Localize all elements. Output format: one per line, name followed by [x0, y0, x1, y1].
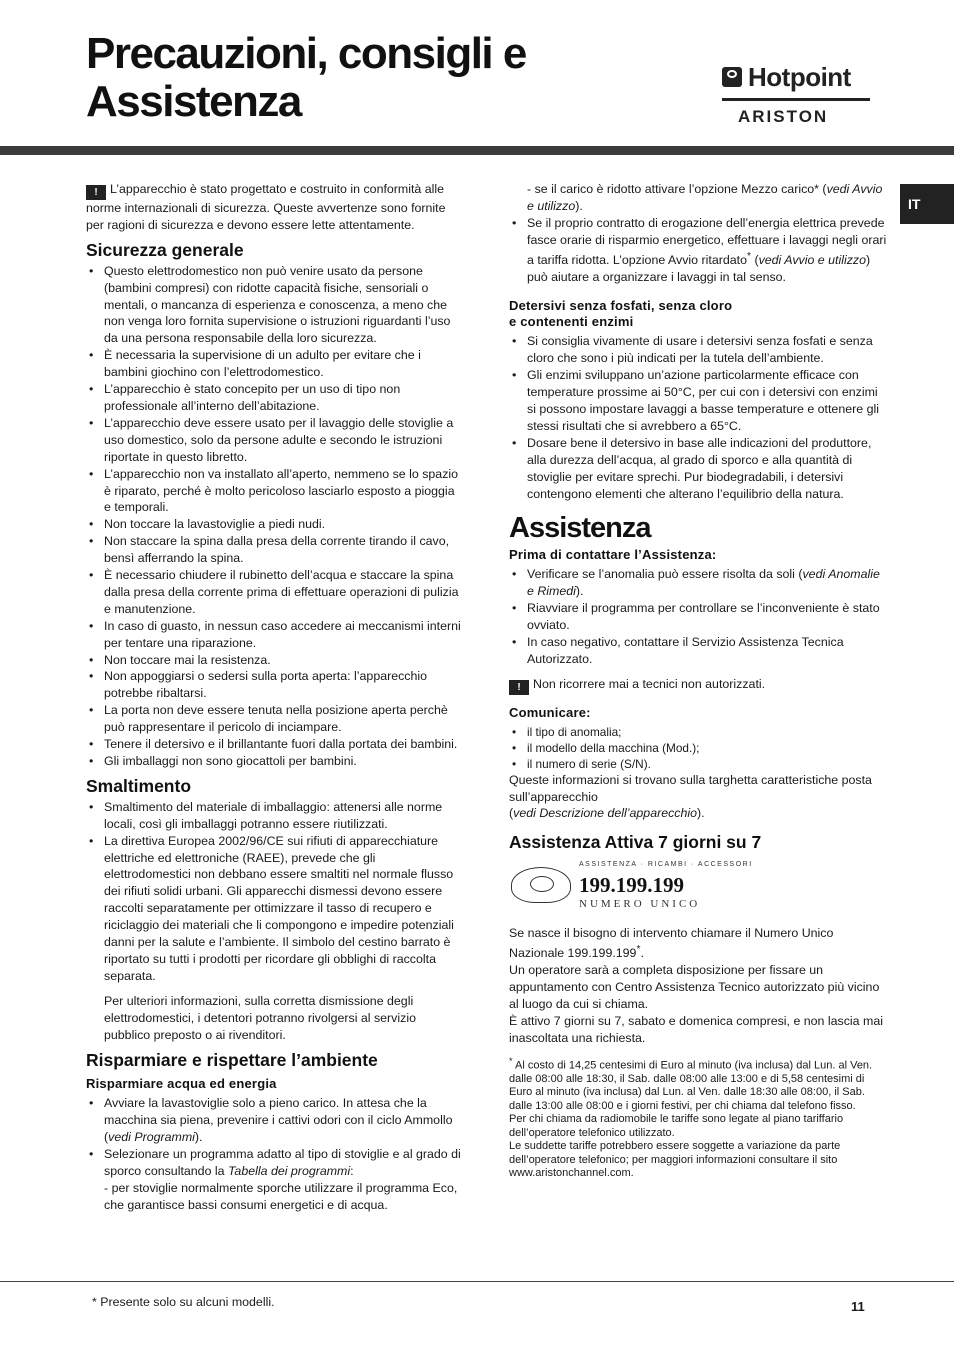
cross-reference: vedi Programmi — [108, 1130, 195, 1145]
list-item: • Gli enzimi sviluppano un’azione particolarmente efficace con temperature prossime ai 50°C, per cui con i detersivi con enzimi si possono impostare lavaggi a basse temperature e ottenere gli stessi risultati che si avrebbero a 65°C. — [509, 367, 887, 435]
active-heading: Assistenza Attiva 7 giorni su 7 — [509, 832, 762, 853]
list-item: • È necessaria la supervisione di un adulto per evitare che i bambini giochino con l’elettrodomestico. — [86, 347, 464, 381]
disposal-heading: Smaltimento — [86, 775, 192, 796]
brand-divider — [722, 98, 870, 101]
list-item: • Riavviare il programma per controllare se l’inconveniente è stato ovviato. — [509, 600, 887, 634]
list-item: • il numero di serie (S/N). — [509, 756, 887, 772]
phone-banner — [511, 857, 887, 913]
cross-reference: vedi Avvio e utilizzo — [527, 182, 883, 213]
before-list — [509, 566, 887, 667]
list-item: • In caso negativo, contattare il Servizio Assistenza Tecnica Autorizzato. — [509, 634, 887, 668]
page-number: 11 — [851, 1299, 865, 1314]
list-item: • Non appoggiarsi o sedersi sulla porta aperta: l’apparecchio potrebbe ribaltarsi. — [86, 668, 464, 702]
intro-paragraph: ! L’apparecchio è stato progettato e costruito in conformità alle norme internazionali di sicurezza. Queste avvertenze sono fornite per ragioni di sicurezza e devono essere lette attentamente. — [86, 182, 446, 232]
list-item: • Non staccare la spina dalla presa della corrente tirando il cavo, bensì afferrando la spina. — [86, 533, 464, 567]
list-item: • Se il proprio contratto di erogazione dell’energia elettrica prevede fasce orarie di risparmio energetico, effettuare i lavaggi negli orari a tariffa ridotta. L’opzione Avvio ritardato* (vedi Avvio e utilizzo) può aiutare a organizzare i lavaggi in tal senso. — [509, 215, 887, 286]
hotpoint-logo-icon — [722, 67, 742, 87]
list-item: • Avviare la lavastoviglie solo a pieno carico. In attesa che la macchina sia piena, prevenire i cattivi odori con il ciclo Ammollo (vedi Programmi). — [86, 1095, 464, 1146]
list-item: • L’apparecchio deve essere usato per il lavaggio delle stoviglie a uso domestico, solo da persone adulte e secondo le istruzioni riportate in questo libretto. — [86, 415, 464, 466]
brand-logo — [722, 58, 870, 127]
tariff-fine-print: * Al costo di 14,25 centesimi di Euro al minuto (iva inclusa) dal Lun. al Ven. dalle 08:00 alle 18:30, il Sab. dalle 08:00 alle 13:00 e di 5,58 centesimi di Euro al minuto (iva inclusa) dal Lun. al Ven. dalle 18:30 alle 08:00, il Sab. dalle 13:00 alle 08:00 e i giorni festivi, per chi chiama dal telefono fisso. Per chi chiama da radiomobile le tariffe sono legate al piano tariffario dell’operatore telefonico utilizzato. Le suddette tariffe potrebbero essere soggette a variazione da parte dell’operatore telefonico; per maggiori informazioni consultare il sito www.aristonchannel.com. — [509, 1055, 873, 1180]
list-item: • Non toccare la lavastoviglie a piedi nudi. — [86, 516, 464, 533]
cross-reference: vedi Avvio e utilizzo — [758, 252, 867, 267]
operator-paragraph: Un operatore sarà a completa disposizione per fissare un appuntamento con Centro Assistenza Tecnico autorizzato più vicino al luogo da cui si chiama. — [509, 962, 880, 1011]
page-title-line2: Assistenza — [86, 77, 301, 126]
left-column — [86, 181, 464, 1214]
detergent-list — [509, 333, 887, 502]
list-item: • L’apparecchio è stato concepito per un uso di tipo non professionale all’interno dell’abitazione. — [86, 381, 464, 415]
disposal-note: Per ulteriori informazioni, sulla corretta dismissione degli elettrodomestici, i detentori potranno rivolgersi al servizio pubblico preposto o ai rivenditori. — [104, 993, 416, 1042]
telephone-icon — [511, 867, 571, 903]
list-item: • La direttiva Europea 2002/96/CE sui rifiuti di apparecchiature elettriche ed elettroniche (RAEE), prevede che gli elettrodomestici non debbano essere smaltiti nel normale flusso dei rifiuti solidi urbani. Gli apparecchi dismessi devono essere raccolti separatamente per ottimizzare il tasso di recupero e riciclaggio dei materiali che li compongono e impedire potenziali danni per la salute e l’ambiente. Il simbolo del cestino barrato è riportato su tutti i prodotti per ricordare gli obblighi di raccolta separata. — [86, 833, 464, 985]
availability-paragraph: È attivo 7 giorni su 7, sabato e domenica compresi, e non lascia mai inascoltata una richiesta. — [509, 1013, 883, 1045]
contact-paragraph: Se nasce il bisogno di intervento chiamare il Numero Unico Nazionale 199.199.199*. — [509, 926, 834, 961]
cross-reference: vedi Descrizione dell’apparecchio — [513, 806, 698, 821]
page-title-line1: Precauzioni, consigli e — [86, 29, 526, 78]
list-item: • Si consiglia vivamente di usare i detersivi senza fosfati e senza cloro che sono i più indicati per la tutela dell’ambiente. — [509, 333, 887, 367]
footer-divider — [0, 1281, 954, 1282]
footnote: * Presente solo su alcuni modelli. — [92, 1295, 275, 1309]
list-item: • Questo elettrodomestico non può venire usato da persone (bambini compresi) con ridotte capacità fisiche, sensoriali o mentali, o mancanza di esperienza e conoscenza, a meno che non venga loro fornita supervisione o istruzioni riguardanti l’uso da una persona responsabile della loro sicurezza. — [86, 263, 464, 348]
brand-name: Hotpoint — [748, 61, 851, 92]
list-item: • Tenere il detersivo e il brillantante fuori dalla portata dei bambini. — [86, 736, 464, 753]
cross-reference: Tabella dei programmi — [228, 1163, 351, 1178]
right-column — [509, 181, 887, 1181]
header-bar — [0, 146, 954, 155]
water-heading: Risparmiare acqua ed energia — [86, 1076, 277, 1092]
brand-sub: ARISTON — [738, 107, 829, 126]
water-list — [86, 1095, 464, 1213]
warning-note: ! Non ricorrere mai a tecnici non autorizzati. — [509, 676, 887, 695]
save-heading: Risparmiare e rispettare l’ambiente — [86, 1049, 378, 1070]
disposal-list — [86, 799, 464, 985]
detergent-heading: Detersivi senza fosfati, senza cloro e contenenti enzimi — [509, 297, 733, 330]
phone-sub-label: NUMERO UNICO — [579, 898, 701, 911]
list-item: • Gli imballaggi non sono giocattoli per bambini. — [86, 753, 464, 770]
list-item: • Smaltimento del materiale di imballaggio: attenersi alle norme locali, così gli imballaggi potranno essere riutilizzati. — [86, 799, 464, 833]
list-item: • La porta non deve essere tenuta nella posizione aperta perchè può rappresentare il pericolo di inciampare. — [86, 702, 464, 736]
tariff-list — [509, 215, 887, 286]
list-item: • Dosare bene il detersivo in base alle indicazioni del produttore, alla durezza dell’acqua, al grado di sporco e alla quantità di stoviglie per evitare sprechi. Pur biodegradabili, i detersivi contengono elementi che alterano l’equilibrio della natura. — [509, 435, 887, 503]
communicate-heading: Comunicare: — [509, 704, 591, 720]
before-heading: Prima di contattare l’Assistenza: — [509, 547, 717, 563]
half-load-note: - se il carico è ridotto attivare l’opzione Mezzo carico* (vedi Avvio e utilizzo). — [527, 182, 883, 213]
list-item: • il tipo di anomalia; — [509, 724, 887, 740]
safety-heading: Sicurezza generale — [86, 239, 244, 260]
warning-icon: ! — [86, 185, 106, 200]
phone-top-label: ASSISTENZA · RICAMBI · ACCESSORI — [579, 861, 753, 869]
list-item: • In caso di guasto, in nessun caso accedere ai meccanismi interni per tentare una riparazione. — [86, 618, 464, 652]
list-item: • È necessario chiudere il rubinetto dell’acqua e staccare la spina dalla presa della corrente prima di effettuare operazioni di pulizia e manutenzione. — [86, 567, 464, 618]
list-item: • L’apparecchio non va installato all’aperto, nemmeno se lo spazio è riparato, perché è molto pericoloso lasciarlo esposto a pioggia e temporali. — [86, 466, 464, 517]
list-item: • Non toccare mai la resistenza. — [86, 652, 464, 669]
assistance-heading: Assistenza — [509, 512, 651, 545]
cross-reference: vedi Anomalie e Rimedi — [527, 567, 880, 599]
info-paragraph: Queste informazioni si trovano sulla targhetta caratteristiche posta sull’apparecchio (vedi Descrizione dell’apparecchio). — [509, 772, 872, 821]
list-item: • Verificare se l’anomalia può essere risolta da soli (vedi Anomalie e Rimedi). — [509, 566, 887, 600]
language-tab: IT — [900, 184, 954, 224]
phone-number: 199.199.199 — [579, 873, 684, 898]
list-item: • il modello della macchina (Mod.); — [509, 740, 887, 756]
safety-list — [86, 263, 464, 770]
list-item: • Selezionare un programma adatto al tipo di stoviglie e al grado di sporco consultando la Tabella dei programmi: - per stoviglie normalmente sporche utilizzare il programma Eco, che garantisce bassi consumi energetici e di acqua. — [86, 1146, 464, 1214]
page-title — [86, 30, 526, 126]
warning-icon: ! — [509, 680, 529, 695]
communicate-list — [509, 724, 887, 772]
